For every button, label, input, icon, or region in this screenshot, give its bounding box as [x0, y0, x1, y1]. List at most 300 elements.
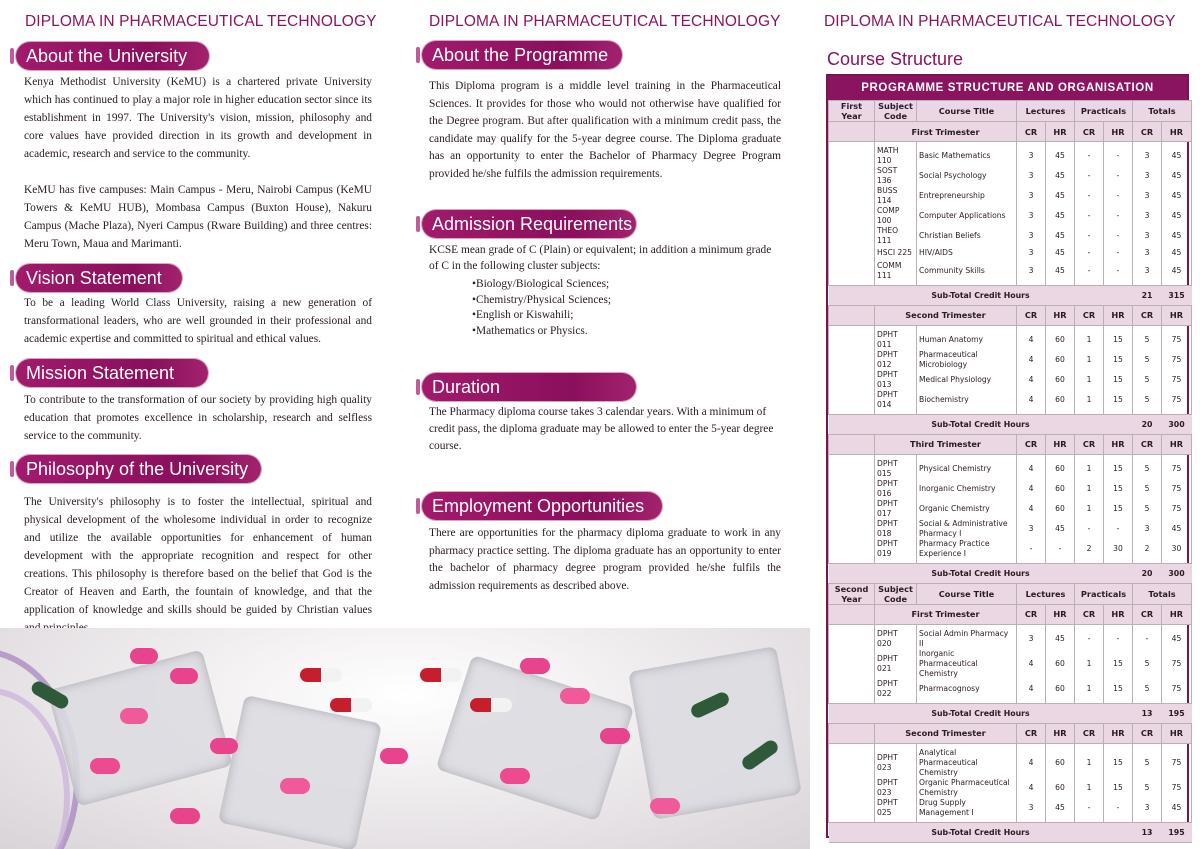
subject-code: THEO 111 [875, 226, 917, 246]
value-cell: 4 [1017, 499, 1046, 519]
table-row [829, 778, 1192, 798]
blank-cell [829, 479, 875, 499]
table-row [829, 479, 1192, 499]
course-title: Drug Supply Management I [917, 798, 1017, 823]
value-cell: 45 [1046, 624, 1075, 649]
value-cell: 3 [1133, 246, 1162, 261]
subtotal-row [829, 414, 1192, 434]
value-cell: 3 [1017, 798, 1046, 823]
subject-code: DPHT 023 [875, 778, 917, 798]
trimester-label: First Trimester [875, 122, 1017, 142]
value-cell: 15 [1104, 679, 1133, 704]
col-cr: CR [1133, 723, 1162, 743]
value-cell: 15 [1104, 390, 1133, 415]
subtotal-cr: 13 [1133, 703, 1162, 723]
value-cell: 45 [1046, 186, 1075, 206]
value-cell: 3 [1017, 186, 1046, 206]
table-row [829, 798, 1192, 823]
value-cell: 5 [1133, 479, 1162, 499]
vision-heading: Vision Statement [16, 264, 182, 292]
table-row [829, 246, 1192, 261]
value-cell: 1 [1075, 454, 1104, 479]
course-title: Pharmacognosy [917, 679, 1017, 704]
subtotal-row [829, 703, 1192, 723]
value-cell: 3 [1133, 261, 1162, 286]
value-cell: 3 [1017, 226, 1046, 246]
value-cell: - [1075, 142, 1104, 167]
col-lectures: Lectures [1017, 101, 1075, 122]
col-hr: HR [1104, 434, 1133, 454]
subtotal-label: Sub-Total Credit Hours [829, 414, 1133, 434]
course-title: Social Admin Pharmacy II [917, 624, 1017, 649]
course-title: Community Skills [917, 261, 1017, 286]
col-hr: HR [1162, 122, 1192, 142]
subtotal-label: Sub-Total Credit Hours [829, 285, 1133, 305]
table-row [829, 624, 1192, 649]
value-cell: 15 [1104, 325, 1133, 350]
table-row [829, 454, 1192, 479]
subject-code: DPHT 021 [875, 649, 917, 679]
value-cell: 3 [1017, 246, 1046, 261]
year1-trimester1 [829, 122, 1192, 306]
list-item: • Biology/Biological Sciences; [472, 277, 772, 293]
value-cell: 5 [1133, 325, 1162, 350]
blank-cell [829, 325, 875, 350]
table-row [829, 206, 1192, 226]
trimester-label: Second Trimester [875, 723, 1017, 743]
value-cell: - [1104, 624, 1133, 649]
subject-code: DPHT 017 [875, 499, 917, 519]
value-cell: 1 [1075, 679, 1104, 704]
course-title: Organic Chemistry [917, 499, 1017, 519]
trimester-label: Third Trimester [875, 434, 1017, 454]
col-subject-code: Subject Code [875, 101, 917, 122]
col-cr: CR [1075, 122, 1104, 142]
mission-text: To contribute to the transformation of our society by providing high quality education that promotes excellence in scholarship, research and selfless service to the community. [24, 394, 372, 442]
value-cell: 4 [1017, 649, 1046, 679]
value-cell: 60 [1046, 649, 1075, 679]
subtotal-label: Sub-Total Credit Hours [829, 563, 1133, 583]
course-title: Inorganic Chemistry [917, 479, 1017, 499]
value-cell: 75 [1162, 325, 1192, 350]
trimester-row [829, 122, 1192, 142]
course-title: Inorganic Pharmaceutical Chemistry [917, 649, 1017, 679]
duration-text: The Pharmacy diploma course takes 3 calendar years. With a minimum of credit pass, the diploma graduate may be allowed to enter the 5-year degree course. [429, 406, 774, 452]
table-row [829, 390, 1192, 415]
subject-code: DPHT 022 [875, 679, 917, 704]
value-cell: 45 [1162, 142, 1192, 167]
value-cell: 15 [1104, 743, 1133, 778]
col-hr: HR [1046, 604, 1075, 624]
blank-cell [829, 166, 875, 186]
panel-programme [400, 0, 810, 849]
panel-header: DIPLOMA IN PHARMACEUTICAL TECHNOLOGY [824, 13, 1176, 30]
value-cell: 45 [1046, 519, 1075, 539]
col-totals: Totals [1133, 583, 1192, 604]
employment-heading: Employment Opportunities [422, 492, 662, 520]
table-row [829, 325, 1192, 350]
subject-code: DPHT 013 [875, 370, 917, 390]
value-cell: 4 [1017, 743, 1046, 778]
value-cell: 60 [1046, 454, 1075, 479]
value-cell: 45 [1046, 206, 1075, 226]
blank-cell [829, 122, 875, 142]
blank-cell [829, 798, 875, 823]
value-cell: 4 [1017, 370, 1046, 390]
value-cell: 60 [1046, 350, 1075, 370]
value-cell: 75 [1162, 370, 1192, 390]
value-cell: 1 [1075, 499, 1104, 519]
value-cell: 1 [1075, 370, 1104, 390]
blank-cell [829, 723, 875, 743]
value-cell: - [1104, 798, 1133, 823]
about-programme-text: This Diploma program is a middle level training in the Pharmaceutical Sciences. It provides for those who would not otherwise have qualified for the Degree program. But after qualification with a minimum credit pass, the candidate may qualify for the 5-year degree course. The Diploma graduate has an opportunity to enter the Bachelor of Pharmacy Degree Program provided he/she fulfils the admission requirements. [429, 80, 781, 180]
course-title: Medical Physiology [917, 370, 1017, 390]
course-table [828, 100, 1192, 843]
blank-cell [829, 246, 875, 261]
blank-cell [829, 743, 875, 778]
value-cell: 5 [1133, 350, 1162, 370]
value-cell: 5 [1133, 370, 1162, 390]
subject-code: DPHT 025 [875, 798, 917, 823]
col-cr: CR [1017, 305, 1046, 325]
year-label: Second Year [829, 583, 875, 604]
col-cr: CR [1075, 723, 1104, 743]
value-cell: 45 [1162, 519, 1192, 539]
philosophy-text: The University's philosophy is to foster the intellectual, spiritual and physical development of the wholesome individual in order to recognize and utilize the available opportunities for enhancement of human development with the appropriate recognition and respect for other creations. This philosophy is therefore based on the belief that God is the Creator of Heaven and Earth, the fountain of knowledge, and that the application of knowledge and skills should be guided by Christian values [24, 496, 372, 616]
value-cell: 3 [1133, 206, 1162, 226]
panel-course-structure [810, 0, 1200, 849]
value-cell: 60 [1046, 370, 1075, 390]
value-cell: 1 [1075, 390, 1104, 415]
col-hr: HR [1104, 305, 1133, 325]
subtotal-hr: 195 [1162, 703, 1192, 723]
value-cell: - [1104, 206, 1133, 226]
value-cell: 3 [1133, 798, 1162, 823]
value-cell: 3 [1017, 142, 1046, 167]
value-cell: 45 [1162, 186, 1192, 206]
subtotal-hr: 315 [1162, 285, 1192, 305]
course-structure-title: Course Structure [827, 49, 964, 69]
trimester-row [829, 305, 1192, 325]
blank-cell [829, 604, 875, 624]
course-title: Biochemistry [917, 390, 1017, 415]
value-cell: 45 [1162, 624, 1192, 649]
blank-cell [829, 434, 875, 454]
value-cell: 30 [1104, 539, 1133, 564]
value-cell: 3 [1017, 624, 1046, 649]
subject-code: BUSS 114 [875, 186, 917, 206]
table-row [829, 499, 1192, 519]
col-hr: HR [1046, 723, 1075, 743]
value-cell: 45 [1162, 166, 1192, 186]
course-title: Human Anatomy [917, 325, 1017, 350]
col-hr: HR [1046, 305, 1075, 325]
value-cell: 2 [1075, 539, 1104, 564]
course-title: Pharmaceutical Microbiology [917, 350, 1017, 370]
col-cr: CR [1017, 434, 1046, 454]
value-cell: 3 [1133, 142, 1162, 167]
subject-code: DPHT 023 [875, 743, 917, 778]
value-cell: 1 [1075, 479, 1104, 499]
value-cell: 60 [1046, 499, 1075, 519]
table-row [829, 370, 1192, 390]
table-row [829, 166, 1192, 186]
trimester-label: First Trimester [875, 604, 1017, 624]
subject-code: DPHT 020 [875, 624, 917, 649]
value-cell: - [1104, 519, 1133, 539]
course-title: HIV/AIDS [917, 246, 1017, 261]
col-cr: CR [1133, 305, 1162, 325]
blank-cell [829, 679, 875, 704]
course-title: Computer Applications [917, 206, 1017, 226]
mission-heading: Mission Statement [16, 359, 208, 387]
value-cell: 15 [1104, 499, 1133, 519]
value-cell: 1 [1075, 743, 1104, 778]
value-cell: 15 [1104, 370, 1133, 390]
col-practicals: Practicals [1075, 101, 1133, 122]
about-programme-heading: About the Programme [422, 41, 622, 69]
value-cell: - [1075, 624, 1104, 649]
value-cell: 30 [1162, 539, 1192, 564]
value-cell: 60 [1046, 390, 1075, 415]
value-cell: 45 [1046, 798, 1075, 823]
blank-cell [829, 539, 875, 564]
value-cell: - [1075, 261, 1104, 286]
blank-cell [829, 519, 875, 539]
value-cell: 45 [1162, 261, 1192, 286]
value-cell: 45 [1162, 226, 1192, 246]
blank-cell [829, 390, 875, 415]
blank-cell [829, 624, 875, 649]
value-cell: 4 [1017, 390, 1046, 415]
subtotal-label: Sub-Total Credit Hours [829, 822, 1133, 842]
blank-cell [829, 649, 875, 679]
subject-code: DPHT 012 [875, 350, 917, 370]
col-subject-code: Subject Code [875, 583, 917, 604]
value-cell: 45 [1162, 206, 1192, 226]
list-item: • Chemistry/Physical Sciences; [472, 293, 772, 309]
col-cr: CR [1017, 122, 1046, 142]
value-cell: 75 [1162, 778, 1192, 798]
table-row [829, 649, 1192, 679]
col-cr: CR [1133, 604, 1162, 624]
col-hr: HR [1104, 723, 1133, 743]
value-cell: 60 [1046, 679, 1075, 704]
subtotal-hr: 300 [1162, 414, 1192, 434]
col-course-title: Course Title [917, 101, 1017, 122]
blank-cell [829, 778, 875, 798]
subtotal-cr: 13 [1133, 822, 1162, 842]
value-cell: - [1075, 246, 1104, 261]
blank-cell [829, 499, 875, 519]
value-cell: 45 [1046, 166, 1075, 186]
col-cr: CR [1075, 305, 1104, 325]
campuses-text: KeMU has five campuses: Main Campus - Meru, Nairobi Campus (KeMU Towers & KeMU HUB), Mombasa Campus (Buxton House), Nakuru Campus (Mache Plaza), Nyeri Campus (Rware Building) and three centres: Meru Town, Maua and Marimanti. [24, 184, 372, 250]
value-cell: - [1104, 226, 1133, 246]
admission-text: KCSE mean grade of C (Plain) or equivalent; in addition a minimum grade of C in the following cluster subjects: [429, 244, 772, 272]
subject-code: COMM 111 [875, 261, 917, 286]
blank-cell [829, 454, 875, 479]
vision-text: To be a leading World Class University, raising a new generation of transformational leaders, who are well grounded in their professional and academic expertise and committed to spiritual and ethical values. [24, 297, 372, 345]
year1-trimester3 [829, 434, 1192, 583]
value-cell: 3 [1017, 166, 1046, 186]
value-cell: 3 [1017, 206, 1046, 226]
value-cell: - [1075, 186, 1104, 206]
value-cell: - [1046, 539, 1075, 564]
value-cell: 3 [1133, 186, 1162, 206]
value-cell: 45 [1162, 798, 1192, 823]
blank-cell [829, 350, 875, 370]
subject-code: COMP 100 [875, 206, 917, 226]
subtotal-cr: 21 [1133, 285, 1162, 305]
value-cell: 60 [1046, 479, 1075, 499]
value-cell: - [1104, 186, 1133, 206]
course-title: Analytical Pharmaceutical Chemistry [917, 743, 1017, 778]
table-row [829, 186, 1192, 206]
value-cell: 5 [1133, 743, 1162, 778]
value-cell: - [1017, 539, 1046, 564]
subject-code: DPHT 015 [875, 454, 917, 479]
value-cell: 60 [1046, 325, 1075, 350]
col-hr: HR [1104, 604, 1133, 624]
subtotal-label: Sub-Total Credit Hours [829, 703, 1133, 723]
value-cell: 75 [1162, 743, 1192, 778]
table-row [829, 261, 1192, 286]
col-lectures: Lectures [1017, 583, 1075, 604]
value-cell: 15 [1104, 778, 1133, 798]
value-cell: - [1075, 226, 1104, 246]
blank-cell [829, 261, 875, 286]
value-cell: 45 [1162, 246, 1192, 261]
year2-trimester2 [829, 723, 1192, 842]
course-title: Christian Beliefs [917, 226, 1017, 246]
value-cell: 15 [1104, 350, 1133, 370]
table-row [829, 743, 1192, 778]
table-title: PROGRAMME STRUCTURE AND ORGANISATION [828, 76, 1187, 100]
value-cell: 1 [1075, 325, 1104, 350]
subject-code: MATH 110 [875, 142, 917, 167]
col-hr: HR [1046, 122, 1075, 142]
table-row [829, 519, 1192, 539]
value-cell: - [1075, 798, 1104, 823]
value-cell: - [1104, 142, 1133, 167]
col-hr: HR [1104, 122, 1133, 142]
value-cell: 45 [1046, 142, 1075, 167]
subject-code: DPHT 019 [875, 539, 917, 564]
col-cr: CR [1133, 122, 1162, 142]
value-cell: 3 [1133, 226, 1162, 246]
value-cell: 45 [1046, 226, 1075, 246]
col-cr: CR [1133, 434, 1162, 454]
value-cell: 75 [1162, 479, 1192, 499]
value-cell: 45 [1046, 261, 1075, 286]
table-row [829, 226, 1192, 246]
value-cell: - [1075, 166, 1104, 186]
trimester-row [829, 723, 1192, 743]
subtotal-row [829, 563, 1192, 583]
value-cell: - [1133, 624, 1162, 649]
course-title: Social Psychology [917, 166, 1017, 186]
trimester-row [829, 434, 1192, 454]
year2-header [829, 583, 1192, 604]
duration-heading: Duration [422, 373, 636, 401]
value-cell: 5 [1133, 679, 1162, 704]
course-title: Physical Chemistry [917, 454, 1017, 479]
subject-code: SOST 136 [875, 166, 917, 186]
table-row [829, 350, 1192, 370]
value-cell: 4 [1017, 325, 1046, 350]
value-cell: 1 [1075, 778, 1104, 798]
value-cell: 1 [1075, 649, 1104, 679]
course-title: Basic Mathematics [917, 142, 1017, 167]
blank-cell [829, 186, 875, 206]
admission-subjects-list [472, 277, 772, 339]
subtotal-cr: 20 [1133, 414, 1162, 434]
course-title: Entrepreneurship [917, 186, 1017, 206]
value-cell: 5 [1133, 390, 1162, 415]
year1-trimester2 [829, 305, 1192, 434]
value-cell: 1 [1075, 350, 1104, 370]
value-cell: 4 [1017, 778, 1046, 798]
trimester-label: Second Trimester [875, 305, 1017, 325]
value-cell: 5 [1133, 778, 1162, 798]
table-row [829, 539, 1192, 564]
value-cell: 75 [1162, 390, 1192, 415]
value-cell: - [1104, 261, 1133, 286]
year-label: First Year [829, 101, 875, 122]
value-cell: 75 [1162, 499, 1192, 519]
value-cell: 3 [1133, 519, 1162, 539]
value-cell: 15 [1104, 649, 1133, 679]
subtotal-cr: 20 [1133, 563, 1162, 583]
value-cell: 15 [1104, 454, 1133, 479]
col-cr: CR [1075, 604, 1104, 624]
list-item: • Mathematics or Physics. [472, 324, 772, 340]
table-row [829, 142, 1192, 167]
value-cell: 75 [1162, 679, 1192, 704]
subject-code: DPHT 014 [875, 390, 917, 415]
about-university-heading: About the University [16, 42, 209, 70]
col-cr: CR [1075, 434, 1104, 454]
col-totals: Totals [1133, 101, 1192, 122]
subtotal-row [829, 285, 1192, 305]
value-cell: 15 [1104, 479, 1133, 499]
value-cell: 5 [1133, 454, 1162, 479]
employment-text: There are opportunities for the pharmacy diploma graduate to work in any pharmacy practice setting. The diploma graduate has an opportunity to enter the bachelor of pharmacy degree program provided he/she fulfils the admission requirements as described above. [429, 527, 781, 592]
value-cell: 60 [1046, 743, 1075, 778]
course-title: Pharmacy Practice Experience I [917, 539, 1017, 564]
philosophy-heading: Philosophy of the University [16, 455, 261, 483]
table-row [829, 679, 1192, 704]
col-hr: HR [1162, 434, 1192, 454]
course-title: Social & Administrative Pharmacy I [917, 519, 1017, 539]
value-cell: 45 [1046, 246, 1075, 261]
course-title: Organic Pharmaceutical Chemistry [917, 778, 1017, 798]
blank-cell [829, 206, 875, 226]
subtotal-hr: 300 [1162, 563, 1192, 583]
value-cell: - [1075, 206, 1104, 226]
value-cell: 4 [1017, 479, 1046, 499]
value-cell: 4 [1017, 679, 1046, 704]
col-practicals: Practicals [1075, 583, 1133, 604]
list-item: • English or Kiswahili; [472, 308, 772, 324]
value-cell: 3 [1017, 519, 1046, 539]
value-cell: 5 [1133, 649, 1162, 679]
blank-cell [829, 305, 875, 325]
subject-code: DPHT 018 [875, 519, 917, 539]
value-cell: 60 [1046, 778, 1075, 798]
